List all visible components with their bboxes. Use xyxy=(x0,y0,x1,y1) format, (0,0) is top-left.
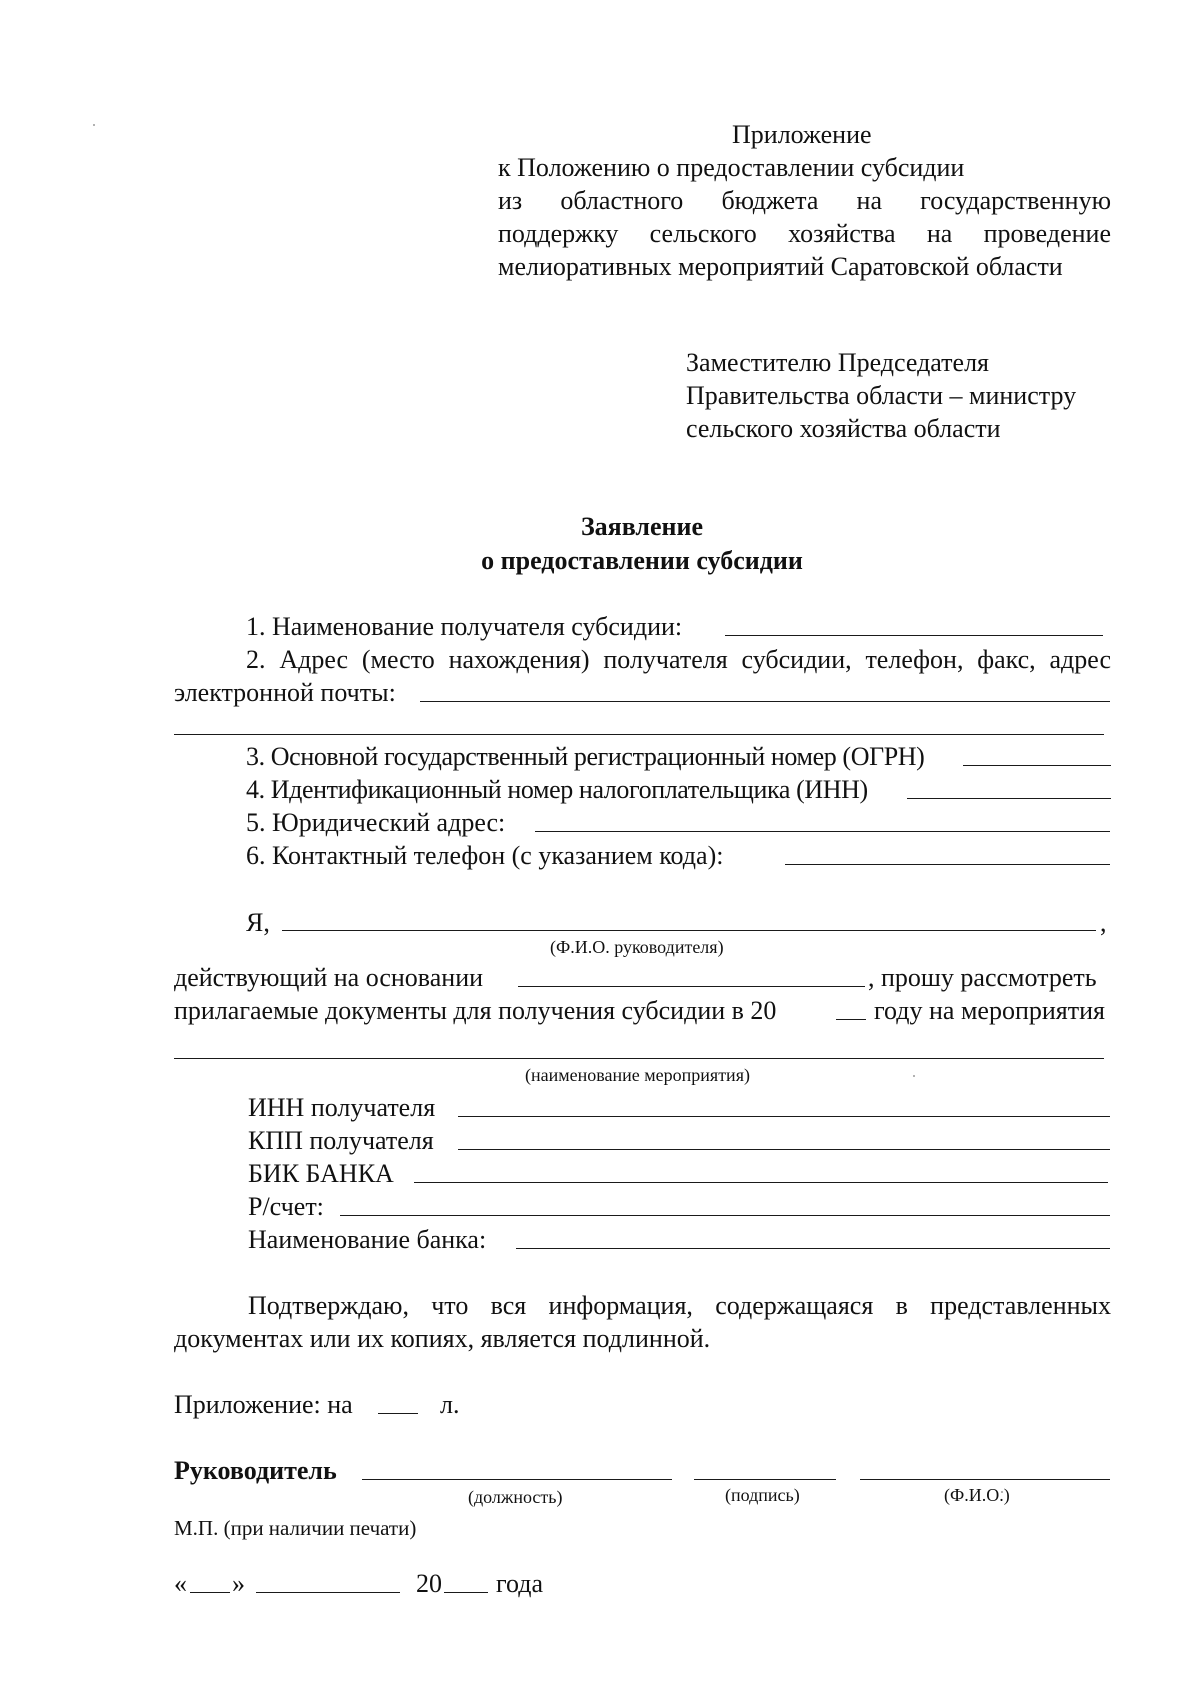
declaration-ya: Я, xyxy=(246,908,270,937)
appendix-title: Приложение xyxy=(732,120,872,149)
recipient-name-blank[interactable] xyxy=(725,635,1103,636)
signature-caption: (подпись) xyxy=(725,1485,800,1505)
address-blank-continued[interactable] xyxy=(174,734,1104,735)
head-fio-caption: (Ф.И.О.) xyxy=(944,1485,1010,1505)
month-blank[interactable] xyxy=(256,1592,400,1593)
year-suffix-blank[interactable] xyxy=(444,1592,488,1593)
date-year-prefix: 20 xyxy=(416,1569,442,1598)
date-close-quote: » xyxy=(232,1569,245,1598)
inn-blank[interactable] xyxy=(907,798,1111,799)
event-name-blank[interactable] xyxy=(174,1058,1104,1059)
date-year-suffix: года xyxy=(496,1569,544,1598)
bank-bik-label: БИК БАНКА xyxy=(248,1159,394,1188)
bank-kpp-blank[interactable] xyxy=(458,1149,1110,1150)
document-subtitle: о предоставлении субсидии xyxy=(481,546,803,575)
legal-address-blank[interactable] xyxy=(535,831,1110,832)
bank-inn-label: ИНН получателя xyxy=(248,1093,436,1122)
year-blank[interactable] xyxy=(836,1019,866,1020)
bank-kpp-label: КПП получателя xyxy=(248,1126,434,1155)
basis-document-blank[interactable] xyxy=(518,986,865,987)
director-fio-caption: (Ф.И.О. руководителя) xyxy=(550,937,724,957)
position-blank[interactable] xyxy=(362,1479,672,1480)
appendix-line-2: из областного бюджета на государственную xyxy=(498,186,1111,215)
director-fio-blank[interactable] xyxy=(282,930,1096,931)
attachment-prefix: Приложение: на xyxy=(174,1390,353,1419)
confirmation-line-1: Подтверждаю, что вся информация, содержащаяся в представленных xyxy=(248,1291,1111,1320)
date-open-quote: « xyxy=(174,1569,187,1598)
stamp-note: М.П. (при наличии печати) xyxy=(174,1516,417,1540)
appendix-line-4: мелиоративных мероприятий Саратовской области xyxy=(498,252,1063,281)
bank-bik-blank[interactable] xyxy=(414,1182,1108,1183)
field-label-phone: 6. Контактный телефон (с указанием кода): xyxy=(246,841,724,870)
field-label-email: электронной почты: xyxy=(174,678,396,707)
field-label-address: 2. Адрес (место нахождения) получателя субсидии, телефон, факс, адрес xyxy=(246,645,1111,674)
bank-account-blank[interactable] xyxy=(340,1215,1110,1216)
field-label-legal-address: 5. Юридический адрес: xyxy=(246,808,506,837)
position-caption: (должность) xyxy=(468,1487,563,1507)
attachment-pages-blank[interactable] xyxy=(378,1413,418,1414)
addressee-line-1: Заместителю Председателя xyxy=(686,348,990,377)
head-label: Руководитель xyxy=(174,1456,337,1485)
addressee-line-3: сельского хозяйства области xyxy=(686,414,1001,443)
acting-on-label: действующий на основании xyxy=(174,963,484,992)
documents-text: прилагаемые документы для получения субсидии в 20 xyxy=(174,996,777,1025)
field-label-ogrn: 3. Основной государственный регистрационный номер (ОГРН) xyxy=(246,742,925,771)
attachment-suffix: л. xyxy=(440,1390,460,1419)
field-label-recipient-name: 1. Наименование получателя субсидии: xyxy=(246,612,683,641)
signature-blank[interactable] xyxy=(694,1479,836,1480)
bank-inn-blank[interactable] xyxy=(458,1116,1110,1117)
document-title: Заявление xyxy=(580,512,704,541)
appendix-line-3: поддержку сельского хозяйства на проведение xyxy=(498,219,1111,248)
bank-name-label: Наименование банка: xyxy=(248,1225,487,1254)
phone-blank[interactable] xyxy=(785,864,1110,865)
bank-name-blank[interactable] xyxy=(516,1248,1110,1249)
documents-text-end: году на мероприятия xyxy=(874,996,1105,1025)
head-fio-blank[interactable] xyxy=(860,1479,1110,1480)
addressee-line-2: Правительства области – министру xyxy=(686,381,1077,410)
event-name-caption: (наименование мероприятия) xyxy=(525,1065,750,1085)
scan-speck xyxy=(93,124,95,126)
bank-account-label: Р/счет: xyxy=(248,1192,324,1221)
address-blank[interactable] xyxy=(420,701,1110,702)
day-blank[interactable] xyxy=(190,1592,230,1593)
confirmation-line-2: документах или их копиях, является подлинной. xyxy=(174,1324,711,1353)
scan-speck xyxy=(913,1075,915,1077)
request-text: , прошу рассмотреть xyxy=(868,963,1097,992)
ogrn-blank[interactable] xyxy=(963,765,1111,766)
appendix-line-1: к Положению о предоставлении субсидии xyxy=(498,153,965,182)
declaration-comma: , xyxy=(1100,908,1107,937)
field-label-inn: 4. Идентификационный номер налогоплательщика (ИНН) xyxy=(246,775,868,804)
